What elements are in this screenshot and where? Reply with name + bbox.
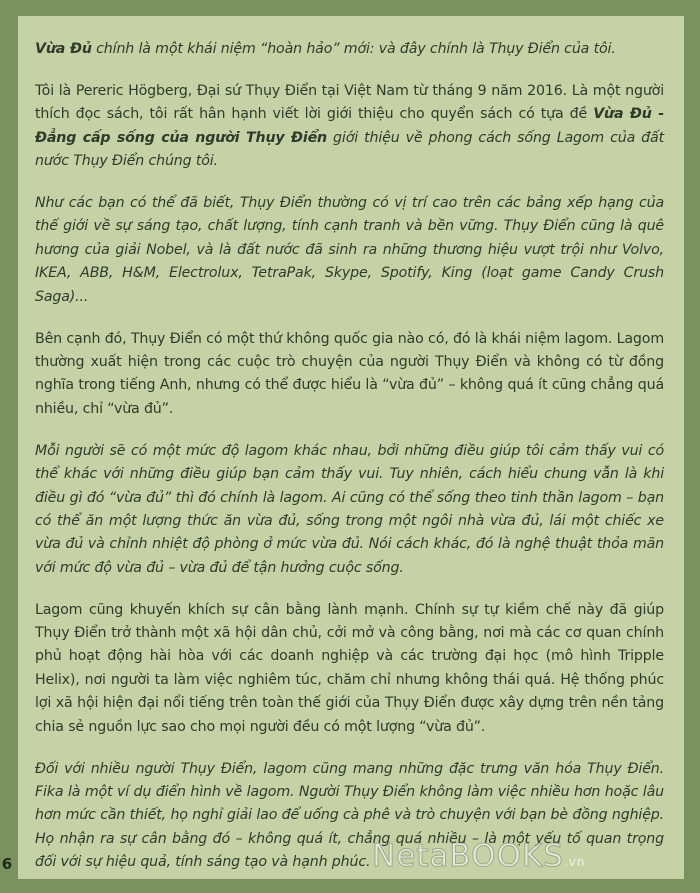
paragraph-text: chính là một khái niệm “hoàn hảo” mới: và đây chính là Thụy Điển của tôi. bbox=[91, 41, 616, 57]
paragraph-text: Tôi là Pereric Högberg, Đại sứ Thụy Điển tại Việt Nam từ tháng 9 năm 2016. Là một người thích đọc sách, tôi rất hân hạnh viết lời giới thiệu cho quyển sách có tựa đề bbox=[35, 82, 664, 123]
page-number: 6 bbox=[1, 855, 13, 873]
paragraph-text: Lagom cũng khuyến khích sự cân bằng lành mạnh. Chính sự tự kiềm chế này đã giúp Thụy Điển trở thành một xã hội dân chủ, cởi mở và công bằng, nơi mà các cơ quan chính phủ hoạt động hài hòa với các doanh nghiệp và các trường đại học (mô hình Tripple Helix), nơi người ta làm việc nghiêm túc, chăm chỉ nhưng không thái quá. Hệ thống phúc lợi xã hội hiện đại nổi tiếng trên toàn thế giới của Thụy Điển được xây dựng trên nền tảng chia sẻ nguồn lực sao cho mọi người đều có một lượng “vừa đủ”. bbox=[35, 601, 664, 735]
paragraph-3 bbox=[35, 192, 664, 309]
book-title-short: Vừa Đủ bbox=[35, 41, 92, 57]
watermark-logo: NetaBOOKS.vn bbox=[372, 838, 586, 874]
book-page bbox=[18, 16, 684, 879]
paragraph-6 bbox=[35, 599, 664, 739]
paragraph-4 bbox=[35, 328, 664, 422]
book-title-full: Vừa Đủ - Đẳng cấp sống của người Thụy Điển bbox=[35, 106, 664, 146]
paragraph-text: Mỗi người sẽ có một mức độ lagom khác nhau, bởi những điều giúp tôi cảm thấy vui có thể khác với những điều giúp bạn cảm thấy vui. Tuy nhiên, cách hiểu chung vẫn là khi điều gì đó “vừa đủ” thì đó chính là lagom. Ai cũng có thể sống theo tinh thần lagom – bạn có thể ăn một lượng thức ăn vừa đủ, sống trong một ngôi nhà vừa đủ, lái một chiếc xe vừa đủ và chỉnh nhiệt độ phòng ở mức vừa đủ. Nói cách khác, đó là nghệ thuật thỏa mãn với mức độ vừa đủ – vừa đủ để tận hưởng cuộc sống. bbox=[35, 442, 664, 576]
paragraph-1 bbox=[35, 38, 664, 61]
paragraph-text: Bên cạnh đó, Thụy Điển có một thứ không quốc gia nào có, đó là khái niệm lagom. Lagom thường xuất hiện trong các cuộc trò chuyện của người Thụy Điển và không có từ đồng nghĩa trong tiếng Anh, nhưng có thể được hiểu là “vừa đủ” – không quá ít cũng chẳng quá nhiều, chỉ “vừa đủ”. bbox=[35, 330, 664, 417]
paragraph-text: Như các bạn có thể đã biết, Thụy Điển thường có vị trí cao trên các bảng xếp hạng của thế giới về sự sáng tạo, chất lượng, tính cạnh tranh và bền vững. Thụy Điển cũng là quê hương của giải Nobel, và là đất nước đã sinh ra những thương hiệu vượt trội như Volvo, IKEA, ABB, H&M, Electrolux, TetraPak, Skype, Spotify, King (loạt game Candy Crush Saga)... bbox=[35, 195, 664, 305]
paragraph-text: giới thiệu về phong cách sống Lagom của đất nước Thụy Điển chúng tôi. bbox=[35, 129, 664, 170]
paragraph-5 bbox=[35, 440, 664, 580]
paragraph-text: Đối với nhiều người Thụy Điển, lagom cũng mang những đặc trưng văn hóa Thụy Điển. Fika là một ví dụ điển hình về lagom. Người Thụy Điển không làm việc nhiều hơn hoặc lâu hơn mức cần thiết, họ nghỉ giải lao để uống cà phê và trò chuyện với bạn bè đồng nghiệp. Họ nhận ra sự cân bằng đó – không quá ít, chẳng quá nhiều – là một yếu tố quan trọng đối với sự hiệu quả, tính sáng tạo và hạnh phúc. bbox=[35, 760, 664, 871]
paragraph-2 bbox=[35, 80, 664, 174]
